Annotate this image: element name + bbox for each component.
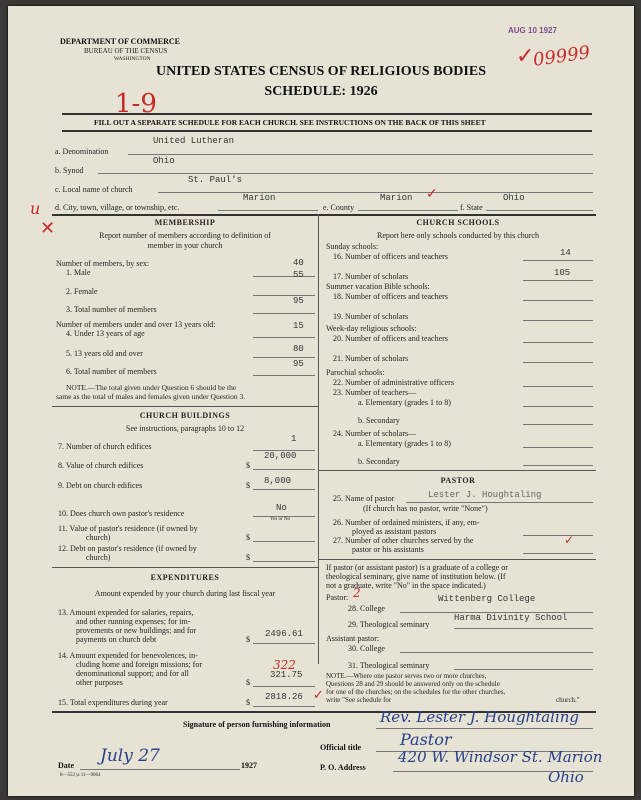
q8-dollar: $ <box>246 461 250 470</box>
q11-label-2: church) <box>86 533 111 542</box>
q9-dollar: $ <box>246 481 250 490</box>
form-title: UNITED STATES CENSUS OF RELIGIOUS BODIES <box>155 64 486 79</box>
q8-value[interactable]: 20,000 <box>264 451 297 461</box>
synod-value[interactable]: Ohio <box>153 156 175 166</box>
q27-check-icon: ✓ <box>564 533 575 547</box>
q30-label: 30. College <box>348 644 385 653</box>
q10-yes-no: Yes or No <box>270 517 291 522</box>
buildings-title: CHURCH BUILDINGS <box>139 411 231 420</box>
po-address-value[interactable]: 420 W. Windsor St. Marion <box>398 748 603 766</box>
county-value[interactable]: Marion <box>380 193 413 203</box>
red-file-number: 09999 <box>531 42 592 71</box>
q14-label-1: 14. Amount expended for benevolences, in- <box>58 651 198 660</box>
schools-title: CHURCH SCHOOLS <box>416 218 500 227</box>
assistant-label: Assistant pastor: <box>326 634 380 643</box>
county-check-icon: ✓ <box>426 186 438 202</box>
membership-intro-1: Report number of members according to definition of <box>99 231 271 240</box>
q1-value[interactable]: 40 <box>293 258 304 268</box>
q2-value[interactable]: 55 <box>293 270 304 280</box>
expenditures-title: EXPENDITURES <box>150 573 220 582</box>
q8-label: 8. Value of church edifices <box>58 461 144 470</box>
state-value[interactable]: Ohio <box>503 193 525 203</box>
signature-value[interactable]: Rev. Lester J. Houghtaling <box>380 708 580 726</box>
q23b-label: b. Secondary <box>358 416 400 425</box>
q5-label: 5. 13 years old and over <box>66 349 143 358</box>
pastor-sub-label: Pastor: <box>326 593 349 602</box>
q23-label: 23. Number of teachers— <box>333 388 417 397</box>
q12-label-2: church) <box>86 553 111 562</box>
synod-label: b. Synod <box>55 166 84 175</box>
q26-label-2: ployed as assistant pastors <box>352 527 437 536</box>
pastor-note-5: church." <box>556 696 580 704</box>
city-name: WASHINGTON <box>114 56 151 62</box>
q7-label: 7. Number of church edifices <box>58 442 152 451</box>
instruction-line: FILL OUT A SEPARATE SCHEDULE FOR EACH CHURCH. SEE INSTRUCTIONS ON THE BACK OF THIS SHEET <box>94 118 486 127</box>
q11-label: 11. Value of pastor's residence (if owned by <box>58 524 198 533</box>
q14-label-4: other purposes <box>76 678 123 687</box>
state-label: f. State <box>460 203 483 212</box>
q4-value[interactable]: 15 <box>293 321 304 331</box>
grad-note-1: If pastor (or assistant pastor) is a graduate of a college or <box>326 563 508 572</box>
q28-label: 28. College <box>348 604 385 613</box>
q13-label-2: and other running expenses; for im- <box>76 617 191 626</box>
pastor-title: PASTOR <box>440 476 476 485</box>
membership-note-1: NOTE.—The total given under Question 6 should be the <box>66 383 237 392</box>
denomination-label: a. Denomination <box>55 147 109 156</box>
q18-label: 18. Number of officers and teachers <box>333 292 448 301</box>
form-number: 8—553 |a 11—9064 <box>60 773 101 778</box>
q29-value[interactable]: Harma Divinity School <box>454 613 568 623</box>
year-value: 1927 <box>241 761 257 770</box>
q20-label: 20. Number of officers and teachers <box>333 334 448 343</box>
q29-label: 29. Theological seminary <box>348 620 430 629</box>
q3-label: 3. Total number of members <box>66 305 157 314</box>
signature-label: Signature of person furnishing information <box>183 720 331 729</box>
q10-value[interactable]: No <box>276 503 287 513</box>
q13-dollar: $ <box>246 635 250 644</box>
by-sex-label: Number of members, by sex: <box>56 259 150 268</box>
q14-dollar: $ <box>246 678 250 687</box>
q25-value[interactable]: Lester J. Houghtaling <box>428 490 542 500</box>
q17-label: 17. Number of scholars <box>333 272 409 281</box>
q3-value[interactable]: 95 <box>293 296 304 306</box>
pastor-red-mark: 2 <box>353 586 361 600</box>
q25-label: 25. Name of pastor <box>333 494 395 503</box>
parochial-label: Parochial schools: <box>326 368 385 377</box>
census-form <box>8 6 634 796</box>
q4-label: 4. Under 13 years of age <box>66 329 145 338</box>
summer-label: Summer vacation Bible schools: <box>326 282 430 291</box>
pastor-note-1: NOTE.—Where one pastor serves two or more churches, <box>326 672 487 680</box>
q24a-label: a. Elementary (grades 1 to 8) <box>358 439 451 448</box>
q24-label: 24. Number of scholars— <box>333 429 417 438</box>
q7-value[interactable]: 1 <box>291 434 297 444</box>
weekday-label: Week-day religious schools: <box>326 324 417 333</box>
q15-dollar: $ <box>246 698 250 707</box>
bureau-name: BUREAU OF THE CENSUS <box>84 47 168 55</box>
q9-label: 9. Debt on church edifices <box>58 481 143 490</box>
city-value[interactable]: Marion <box>243 193 276 203</box>
grad-note-3: not a graduate, write "No" in the space indicated.) <box>326 581 486 590</box>
q9-value[interactable]: 8,000 <box>264 476 292 486</box>
schedule-title: SCHEDULE: 1926 <box>264 84 378 99</box>
expenditures-sub: Amount expended by your church during last fiscal year <box>94 589 276 598</box>
city-label: d. City, town, village, or township, etc. <box>55 203 180 212</box>
red-side-mark: u <box>30 199 41 218</box>
membership-title: MEMBERSHIP <box>154 218 216 227</box>
q1-label: 1. Male <box>66 268 91 277</box>
q16-value[interactable]: 14 <box>560 248 571 258</box>
q21-label: 21. Number of scholars <box>333 354 409 363</box>
q13-label-3: provements or new buildings; and for <box>76 626 197 635</box>
red-x-mark-icon: ✕ <box>40 218 56 239</box>
q25-note: (If church has no pastor, write "None") <box>363 504 488 513</box>
q22-label: 22. Number of administrative officers <box>333 378 454 387</box>
q13-value[interactable]: 2496.61 <box>265 629 303 639</box>
membership-note-2: same as the total of males and females given under Question 3. <box>56 392 246 401</box>
grad-note-2: theological seminary, give name of institution below. (If <box>326 572 506 581</box>
pastor-note-2: Questions 28 and 29 should be answered only on the schedule <box>326 680 500 688</box>
q15-label: 15. Total expenditures during year <box>58 698 168 707</box>
date-label: Date <box>58 761 74 770</box>
q17-value[interactable]: 105 <box>554 268 571 278</box>
red-code-mark: 1-9 <box>115 89 157 119</box>
pastor-note-4: write "See schedule for <box>326 696 392 704</box>
q13-label-4: payments on church debt <box>76 635 157 644</box>
official-title-value[interactable]: Pastor <box>400 730 452 749</box>
buildings-sub: See instructions, paragraphs 10 to 12 <box>125 424 245 433</box>
date-value[interactable]: July 27 <box>100 746 160 766</box>
q27-label-2: pastor or his assistants <box>352 545 424 554</box>
q23a-label: a. Elementary (grades 1 to 8) <box>358 398 451 407</box>
q12-label: 12. Debt on pastor's residence (if owned by <box>58 544 197 553</box>
dept-name: DEPARTMENT OF COMMERCE <box>60 37 181 46</box>
q26-label-1: 26. Number of ordained ministers, if any, em- <box>333 518 480 527</box>
q28-value[interactable]: Wittenberg College <box>438 594 536 604</box>
q13-label-1: 13. Amount expended for salaries, repairs, <box>58 608 194 617</box>
age-label: Number of members under and over 13 years old: <box>56 320 216 329</box>
local-name-value[interactable]: St. Paul's <box>188 175 243 185</box>
q19-label: 19. Number of scholars <box>333 312 409 321</box>
membership-intro-2: member in your church <box>147 241 223 250</box>
denomination-value[interactable]: United Lutheran <box>153 136 235 146</box>
q6-value[interactable]: 95 <box>293 359 304 369</box>
q14-label-3: denominational support; and for all <box>76 669 189 678</box>
po-address-state[interactable]: Ohio <box>548 768 584 786</box>
q6-label: 6. Total number of members <box>66 367 157 376</box>
po-address-label: P. O. Address <box>320 763 366 772</box>
official-title-label: Official title <box>320 743 362 752</box>
schools-sub: Report here only schools conducted by this church <box>377 231 539 240</box>
sunday-label: Sunday schools: <box>326 242 379 251</box>
q5-value[interactable]: 80 <box>293 344 304 354</box>
q14-value[interactable]: 321.75 <box>270 670 303 680</box>
county-label: e. County <box>323 203 355 212</box>
q15-check-icon: ✓ <box>313 688 324 703</box>
q15-value[interactable]: 2818.26 <box>265 692 303 702</box>
q10-label: 10. Does church own pastor's residence <box>58 509 185 518</box>
q16-label: 16. Number of officers and teachers <box>333 252 448 261</box>
q31-label: 31. Theological seminary <box>348 661 430 670</box>
q12-dollar: $ <box>246 553 250 562</box>
q14-label-2: cluding home and foreign missions; for <box>76 660 202 669</box>
pastor-note-3: for one of the churches; on the schedules for the other churches, <box>326 688 506 696</box>
received-stamp: AUG 10 1927 <box>508 26 557 35</box>
q24b-label: b. Secondary <box>358 457 400 466</box>
check-mark-icon: ✓ <box>516 44 535 69</box>
q14-red-value: 322 <box>273 658 296 672</box>
local-name-label: c. Local name of church <box>55 185 133 194</box>
q2-label: 2. Female <box>66 287 98 296</box>
q27-label-1: 27. Number of other churches served by the <box>333 536 474 545</box>
q11-dollar: $ <box>246 533 250 542</box>
